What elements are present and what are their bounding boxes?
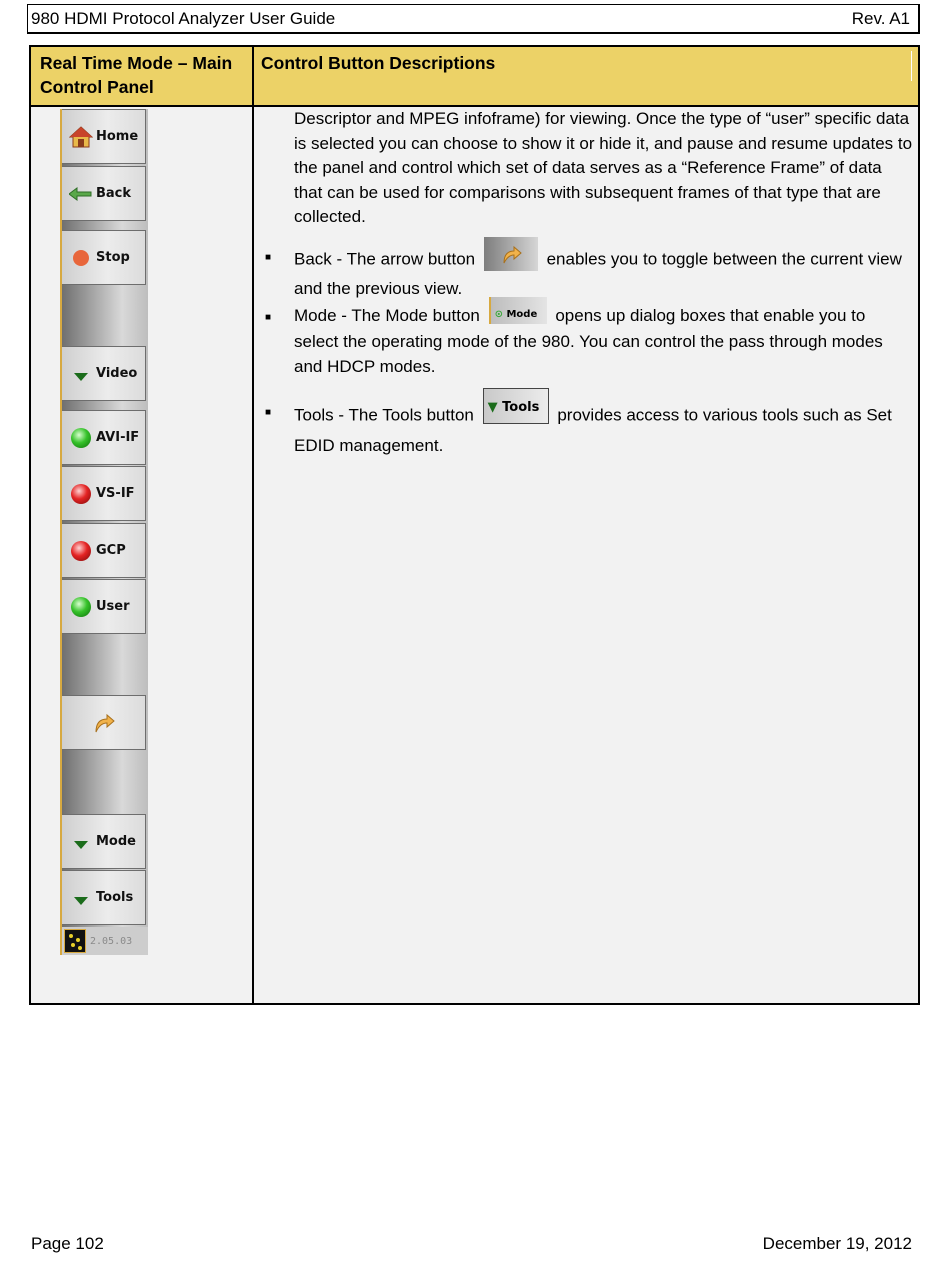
page-number: Page 102 <box>31 1234 104 1253</box>
mode-button[interactable] <box>62 814 146 869</box>
home-button[interactable] <box>62 109 146 164</box>
column-header-control-panel: Real Time Mode – Main Control Panel <box>40 53 233 97</box>
descriptions-cell <box>254 107 918 1003</box>
document-title: 980 HDMI Protocol Analyzer User Guide <box>31 9 336 28</box>
home-button-label: Home <box>96 129 139 144</box>
curved-arrow-icon <box>484 237 538 271</box>
home-icon <box>68 124 94 150</box>
mode-button-image: ⊙ Mode <box>489 297 547 324</box>
user-button[interactable] <box>62 579 146 634</box>
bullet-marker: ■ <box>265 312 272 323</box>
document-date: December 19, 2012 <box>762 1234 912 1253</box>
toggle-view-button[interactable] <box>62 695 146 750</box>
back-button-image <box>484 237 538 271</box>
user-button-label: User <box>96 599 130 614</box>
tools-description: Tools - The Tools button ▼ Tools provides access to various tools such as Set EDID management. <box>294 398 914 459</box>
column-header-descriptions: Control Button Descriptions <box>261 53 496 73</box>
gcp-button[interactable] <box>62 523 146 578</box>
video-button-label: Video <box>96 366 138 381</box>
vs-if-button[interactable] <box>62 466 146 521</box>
tools-button-label: Tools <box>96 890 134 905</box>
version-text: 2.05.03 <box>90 935 133 947</box>
back-description: Back - The arrow button enables you to toggle between the current view and the previous view. <box>294 243 914 302</box>
page-header <box>27 4 920 34</box>
logo-icon <box>64 929 86 953</box>
control-table <box>29 45 920 1005</box>
red-led-icon <box>68 538 94 564</box>
control-panel-cell <box>31 107 252 1003</box>
bullet-marker: ■ <box>265 407 272 418</box>
tools-button-image: ▼ Tools <box>483 388 549 424</box>
mode-description: Mode - The Mode button ⊙ Mode opens up dialog boxes that enable you to select the operating mode of the 980. You can control the pass through modes and HDCP modes. <box>294 303 914 379</box>
table-header-row <box>31 47 918 107</box>
curved-arrow-icon <box>91 710 117 736</box>
chevron-down-icon <box>68 885 94 911</box>
user-data-continuation: Descriptor and MPEG infoframe) for viewing. Once the type of “user” specific data is selected you can choose to show it or hide it, and pause and resume updates to the panel and control which set of data serves as a “Reference Frame” of data that can be used for comparisons with subsequent frames of that type that are collected. <box>294 109 913 226</box>
stop-icon <box>68 245 94 271</box>
green-led-icon <box>68 594 94 620</box>
back-arrow-icon <box>68 181 94 207</box>
vs-if-button-label: VS-IF <box>96 486 135 501</box>
stop-button-label: Stop <box>96 250 130 265</box>
avi-if-button[interactable] <box>62 410 146 465</box>
bullet-marker: ■ <box>265 252 272 263</box>
main-control-panel <box>60 109 148 955</box>
red-led-icon <box>68 481 94 507</box>
green-led-icon <box>68 425 94 451</box>
back-button[interactable] <box>62 166 146 221</box>
video-button[interactable] <box>62 346 146 401</box>
chevron-down-icon <box>68 829 94 855</box>
chevron-down-icon <box>68 361 94 387</box>
tools-button[interactable] <box>62 870 146 925</box>
version-bar <box>62 927 148 955</box>
stop-button[interactable] <box>62 230 146 285</box>
mode-button-label: Mode <box>96 834 136 849</box>
back-button-label: Back <box>96 186 132 201</box>
revision-label: Rev. A1 <box>851 9 910 28</box>
avi-if-button-label: AVI-IF <box>96 430 140 445</box>
gcp-button-label: GCP <box>96 543 126 558</box>
